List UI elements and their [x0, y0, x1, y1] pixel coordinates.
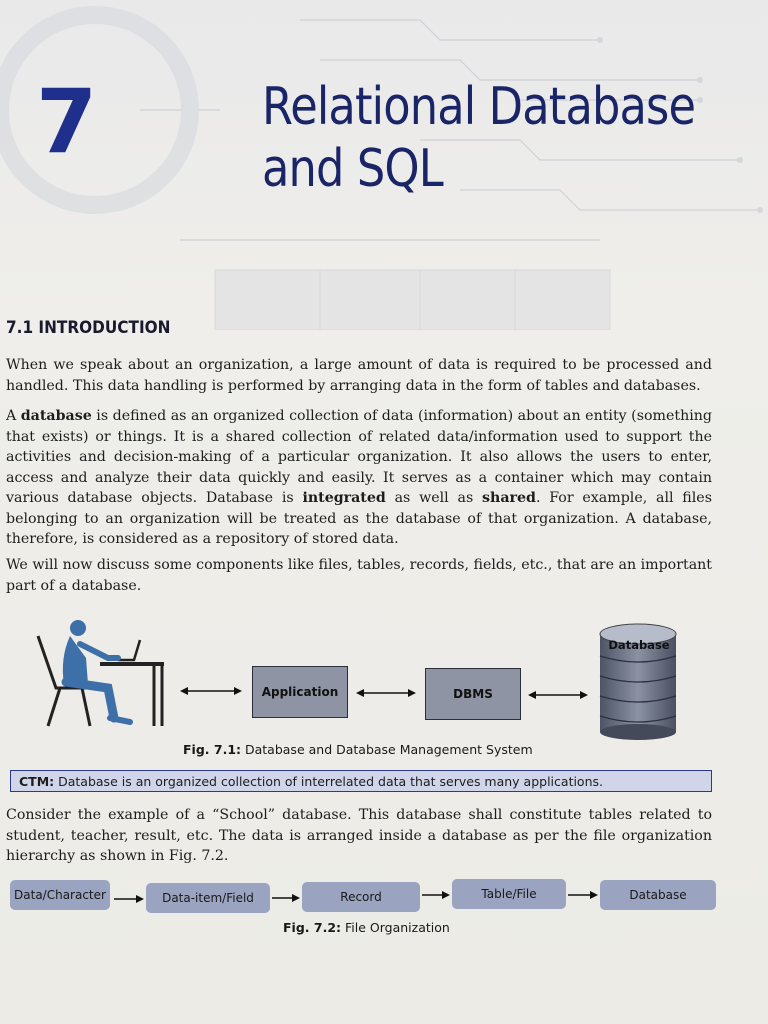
chapter-title-line2: and SQL — [262, 139, 443, 199]
ctm-note-box — [10, 770, 712, 792]
components-paragraph: We will now discuss some components like files, tables, records, fields, etc., that are an important part of a database. — [6, 557, 712, 594]
flow-step-database: Database — [600, 880, 716, 910]
chapter-number: 7 — [36, 70, 96, 173]
bold-term-database: database — [20, 408, 92, 424]
text-run: . For example, all files belonging to an organization will be treated as the database of that organization. A database, therefore, is considered as a repository of stored data. — [6, 490, 712, 547]
right-arrow-icon — [422, 889, 450, 901]
text-run: is defined as an organized collection of data (information) about an entity (something that exists) or things. It is a shared collection of related data/information used to support the activities and decision-making of a particular organization. It also allows the users to enter, access and analyze their data quickly and easily. It serves as a container which may contain various database objects. Database is — [6, 408, 712, 506]
figure2-caption-prefix: Fig. 7.2: — [283, 920, 342, 935]
figure1-caption — [183, 742, 533, 757]
intro-paragraph: When we speak about an organization, a large amount of data is required to be processed and handled. This data handling is performed by arranging data in the form of tables and databases. — [6, 357, 712, 394]
ctm-text: Database is an organized collection of interrelated data that serves many applications. — [54, 774, 603, 789]
dbms-box: DBMS — [425, 668, 521, 720]
double-arrow-icon — [180, 685, 242, 697]
figure2-caption — [283, 920, 450, 935]
right-arrow-icon — [568, 889, 598, 901]
figure1-caption-prefix: Fig. 7.1: — [183, 742, 242, 757]
flow-step-data-item-field: Data-item/Field — [146, 883, 270, 913]
double-arrow-icon — [528, 689, 588, 701]
right-arrow-icon — [114, 893, 144, 905]
database-definition-paragraph — [6, 406, 712, 550]
flow-step-table-file: Table/File — [452, 879, 566, 909]
double-arrow-icon — [356, 687, 416, 699]
text-run: as well as — [385, 490, 483, 506]
bold-term-integrated: integrated — [302, 490, 386, 506]
person-at-computer-illustration — [30, 618, 170, 730]
application-box: Application — [252, 666, 348, 718]
chapter-title-line1: Relational Database — [262, 77, 696, 137]
chapter-title — [262, 76, 695, 200]
figure-database-dbms — [30, 618, 720, 743]
flow-step-data-character: Data/Character — [10, 880, 110, 910]
text-run: A — [6, 408, 21, 424]
school-example-paragraph: Consider the example of a “School” database. This database shall constitute tables related to student, teacher, result, etc. The data is arranged inside a database as per the file organization hierarchy as shown in Fig. 7.2. — [6, 807, 712, 864]
figure1-caption-text: Database and Database Management System — [241, 742, 533, 757]
database-label: Database — [608, 638, 670, 652]
flow-step-record: Record — [302, 882, 420, 912]
ctm-prefix: CTM: — [19, 774, 55, 789]
section-heading: 7.1 INTRODUCTION — [6, 318, 171, 338]
right-arrow-icon — [272, 892, 300, 904]
figure2-caption-text: File Organization — [341, 920, 450, 935]
bold-term-shared: shared — [482, 490, 536, 506]
